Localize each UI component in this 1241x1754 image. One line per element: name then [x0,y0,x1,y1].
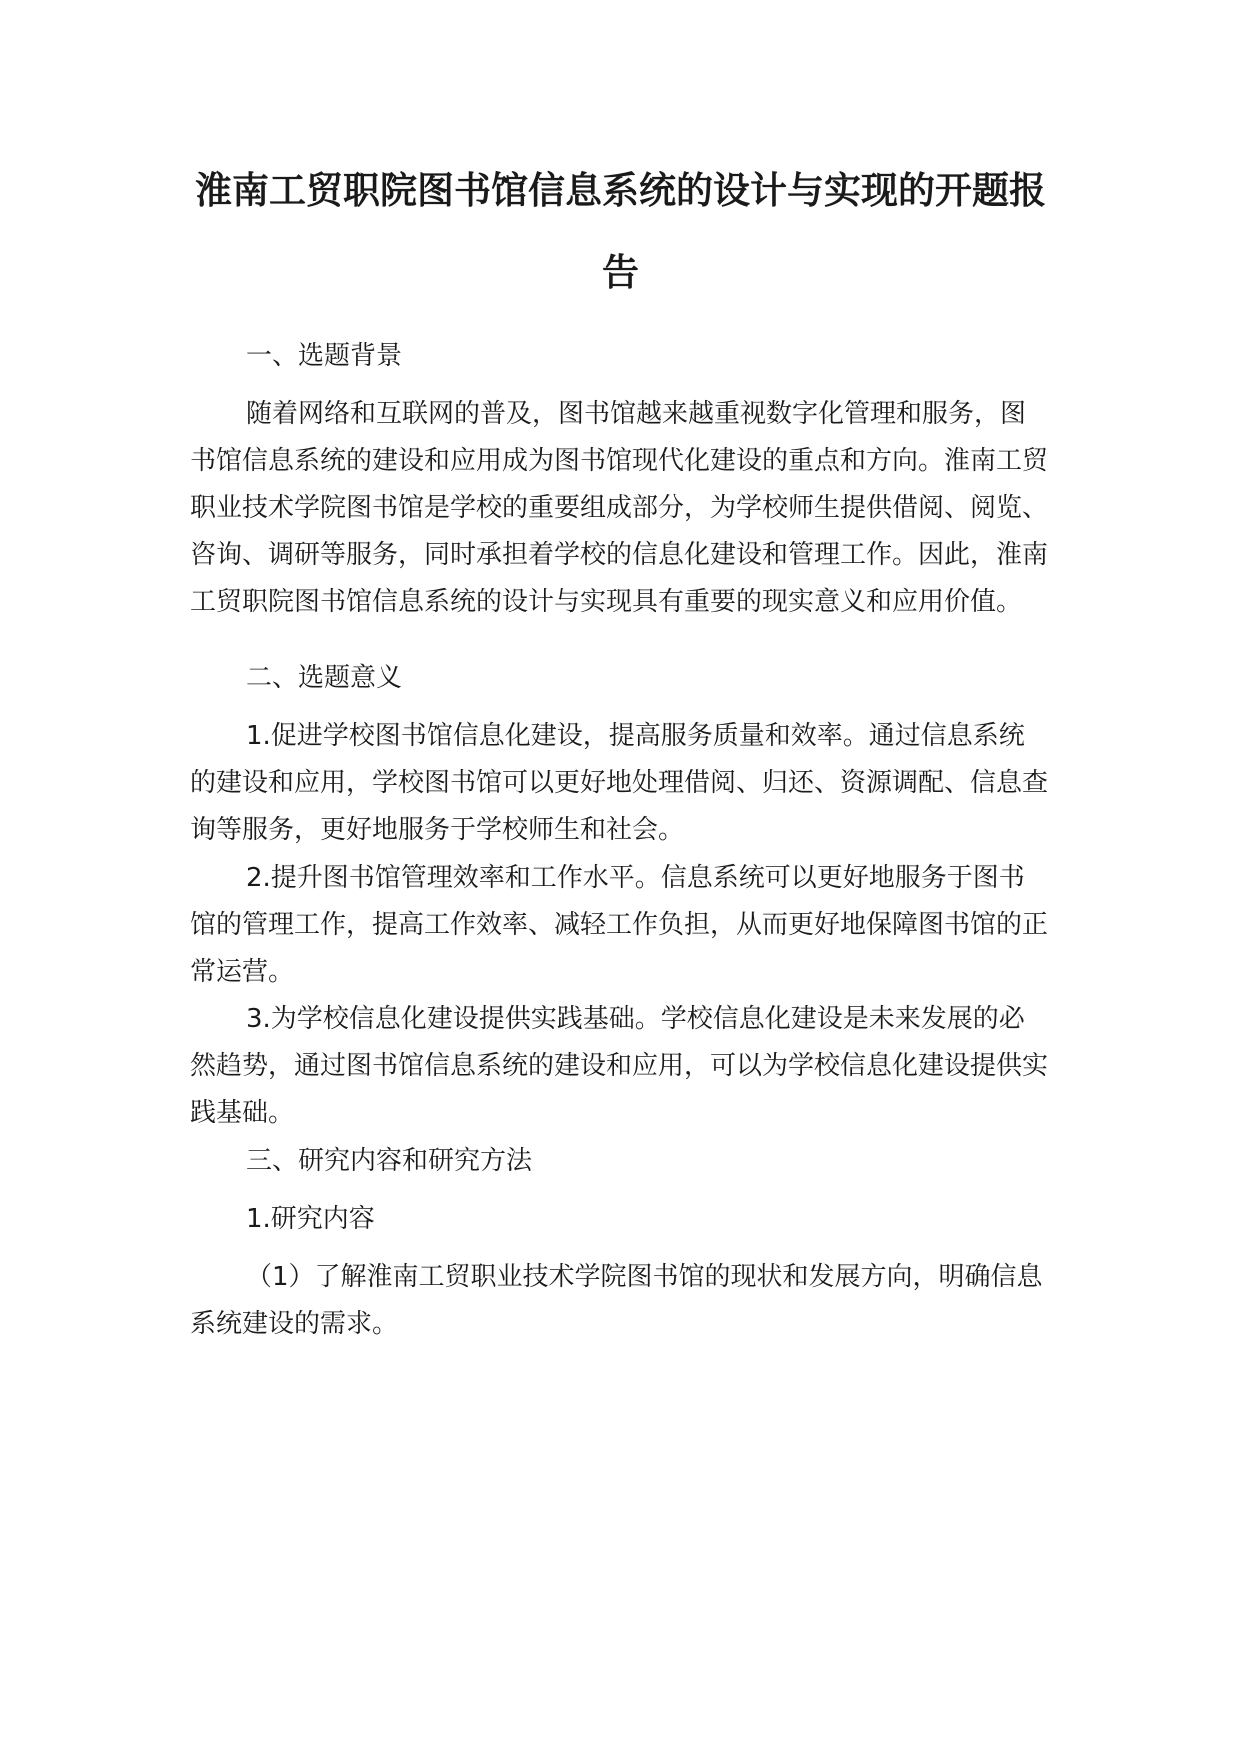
subheading-research-content: 1.研究内容 [246,1204,375,1234]
paragraph-background: 随着网络和互联网的普及，图书馆越来越重视数字化管理和服务，图书馆信息系统的建设和应用成为图书馆现代化建设的重点和方向。淮南工贸职业技术学院图书馆是学校的重要组成部分，为学校师生提供借阅、阅览、咨询、调研等服务，同时承担着学校的信息化建设和管理工作。因此，淮南工贸职院图书馆信息系统的设计与实现具有重要的现实意义和应用价值。 [190,399,1049,617]
section-heading-background: 一、选题背景 [246,341,403,371]
paragraph-significance-1: 1.促进学校图书馆信息化建设，提高服务质量和效率。通过信息系统的建设和应用，学校图书馆可以更好地处理借阅、归还、资源调配、信息查询等服务，更好地服务于学校师生和社会。 [190,721,1049,845]
paragraph-significance-2: 2.提升图书馆管理效率和工作水平。信息系统可以更好地服务于图书馆的管理工作，提高工作效率、减轻工作负担，从而更好地保障图书馆的正常运营。 [190,863,1049,987]
section-heading-significance: 二、选题意义 [246,663,403,693]
list-item-research-1: （1）了解淮南工贸职业技术学院图书馆的现状和发展方向，明确信息系统建设的需求。 [190,1262,1043,1339]
section-heading-research: 三、研究内容和研究方法 [246,1146,533,1176]
paragraph-significance-3: 3.为学校信息化建设提供实践基础。学校信息化建设是未来发展的必然趋势，通过图书馆信息系统的建设和应用，可以为学校信息化建设提供实践基础。 [190,1004,1049,1128]
document-title: 淮南工贸职院图书馆信息系统的设计与实现的开题报告 [195,169,1046,294]
